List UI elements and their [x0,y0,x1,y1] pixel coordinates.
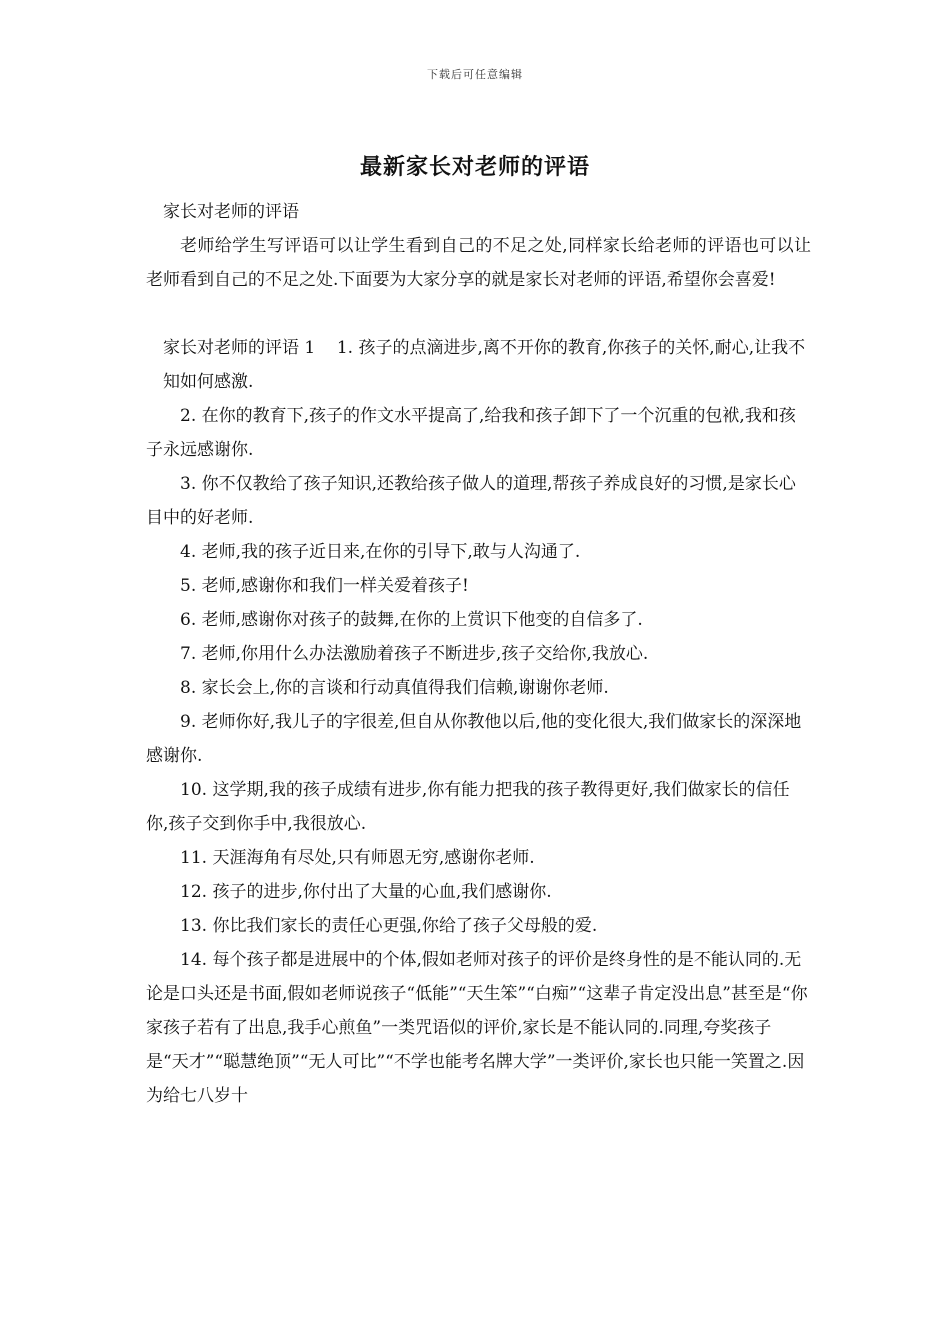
list-item: 11. 天涯海角有尽处,只有师恩无穷,感谢你老师. [180,848,535,868]
list-item: 10. 这学期,我的孩子成绩有进步,你有能力把我的孩子教得更好,我们做家长的信任你,孩子交到你手中,我很放心. [146,780,790,834]
list-item: 3. 你不仅教给了孩子知识,还教给孩子做人的道理,帮孩子养成良好的习惯,是家长心目中的好老师. [146,474,796,528]
list-item: 4. 老师,我的孩子近日来,在你的引导下,敢与人沟通了. [180,542,581,562]
list-item: 13. 你比我们家长的责任心更强,你给了孩子父母般的爱. [180,916,598,936]
list-item: 12. 孩子的进步,你付出了大量的心血,我们感谢你. [180,882,552,902]
list-item: 14. 每个孩子都是进展中的个体,假如老师对孩子的评价是终身性的是不能认同的.无论是口头还是书面,假如老师说孩子“低能”“天生笨”“白痴”“这辈子肯定没出息”甚至是“你家孩子若有了出息,我手心煎鱼”一类咒语似的评价,家长是不能认同的.同理,夸奖孩子是“天才”“聪慧绝顶”“无人可比”“不学也能考名牌大学”一类评价,家长也只能一笑置之.因为给七八岁十 [146,950,808,1106]
list-item: 2. 在你的教育下,孩子的作文水平提高了,给我和孩子卸下了一个沉重的包袱,我和孩子永远感谢你. [146,406,796,460]
list-item: 5. 老师,感谢你和我们一样关爱着孩子! [180,576,469,596]
list-item: 7. 老师,你用什么办法激励着孩子不断进步,孩子交给你,我放心. [180,644,649,664]
document-subtitle: 家长对老师的评语 [163,202,299,222]
list-item [146,331,811,399]
page-header-note: 下载后可任意编辑 [427,68,523,81]
section-heading: 家长对老师的评语 1 [163,338,316,358]
paragraph-spacer [146,297,811,331]
document-title: 最新家长对老师的评语 [359,154,590,180]
document-body [146,195,811,1113]
list-item-text: 1. 孩子的点滴进步,离不开你的教育,你孩子的关怀,耐心,让我不知如何感激. [163,338,806,392]
list-item: 6. 老师,感谢你对孩子的鼓舞,在你的上赏识下他变的自信多了. [180,610,643,630]
list-item: 8. 家长会上,你的言谈和行动真值得我们信赖,谢谢你老师. [180,678,609,698]
intro-paragraph: 老师给学生写评语可以让学生看到自己的不足之处,同样家长给老师的评语也可以让老师看到自己的不足之处.下面要为大家分享的就是家长对老师的评语,希望你会喜爱! [146,236,811,290]
list-item: 9. 老师你好,我儿子的字很差,但自从你教他以后,他的变化很大,我们做家长的深深地感谢你. [146,712,802,766]
